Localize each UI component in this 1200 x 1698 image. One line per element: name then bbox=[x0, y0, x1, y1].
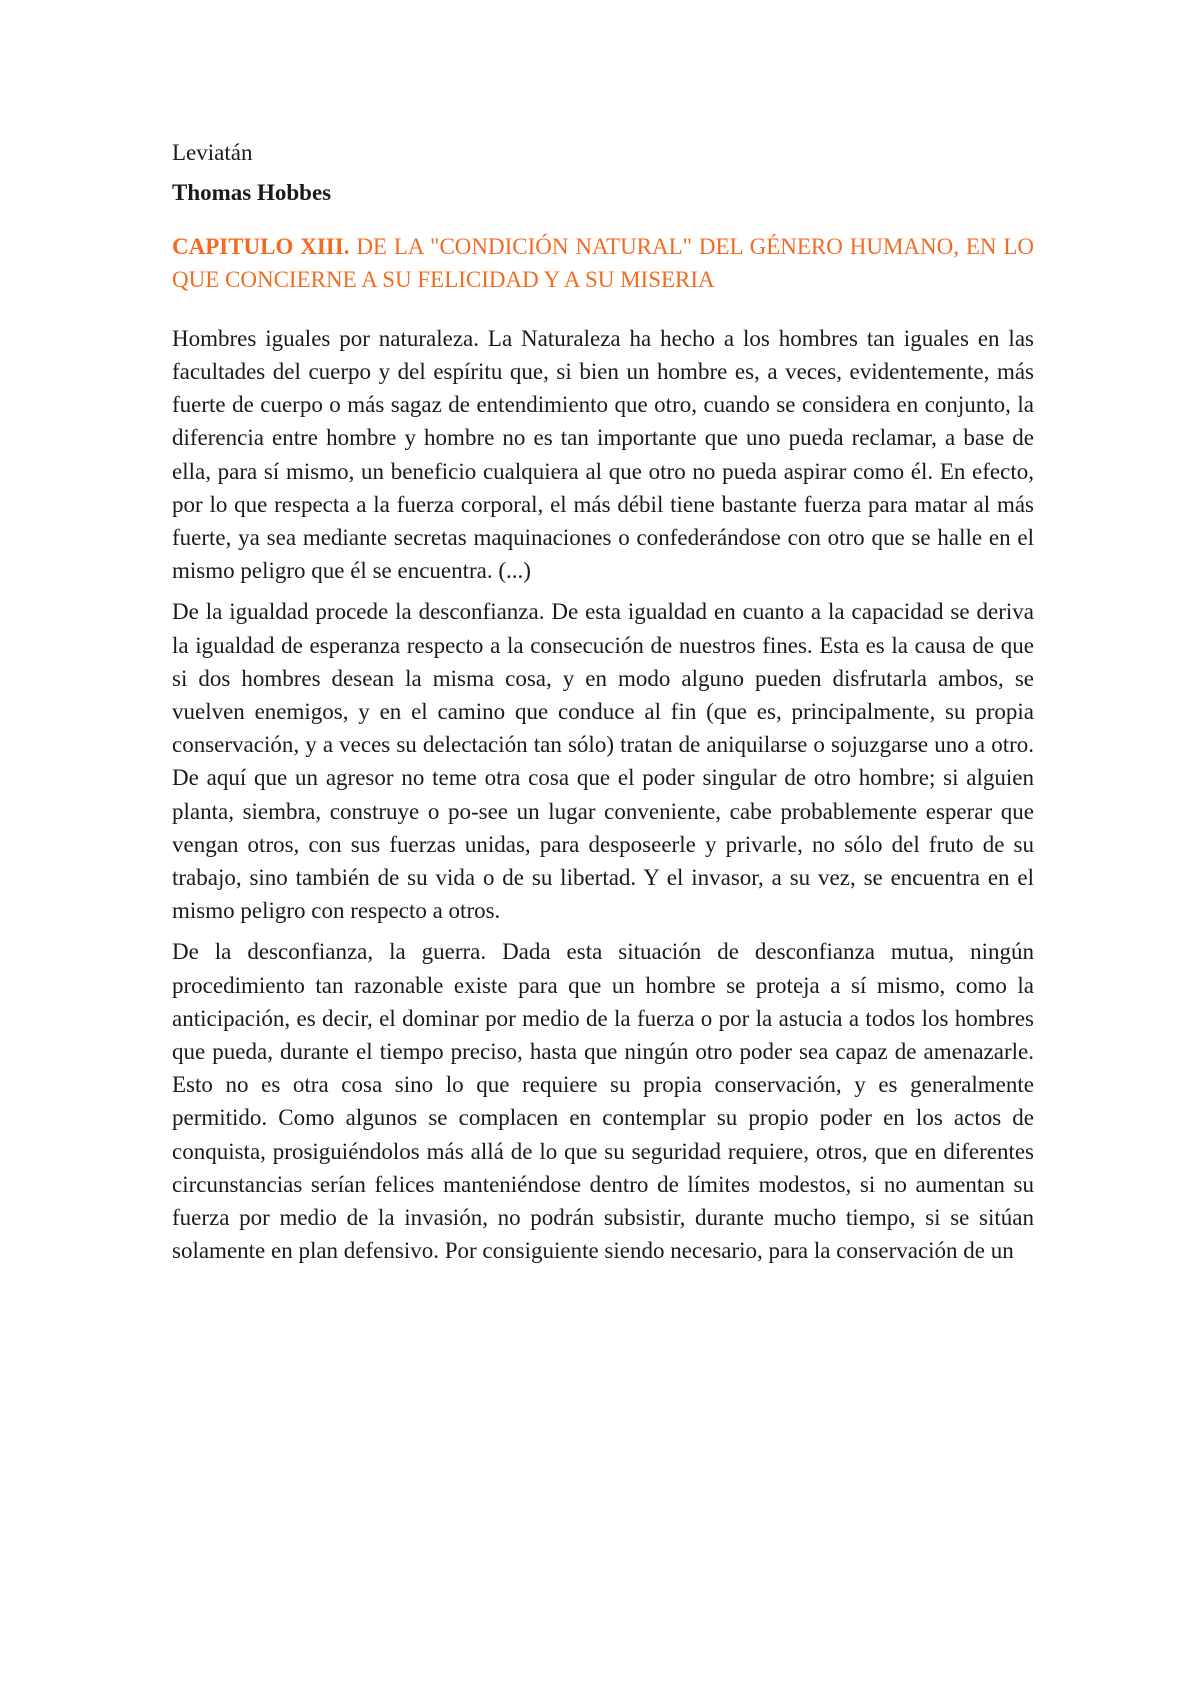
work-title: Leviatán bbox=[172, 140, 253, 165]
paragraph-war: De la desconfianza, la guerra. Dada esta situación de desconfianza mutua, ningún procedimiento tan razonable existe para que un hombre se proteja a sí mismo, como la anticipación, es decir, el dominar por medio de la fuerza o por la astucia a todos los hombres que pueda, durante el tiempo preciso, hasta que ningún otro poder sea capaz de amenazarle. Esto no es otra cosa sino lo que requiere su propia conservación, y es generalmente permitido. Como algunos se complacen en contemplar su propio poder en los actos de conquista, prosiguiéndolos más allá de lo que su seguridad requiere, otros, que en diferentes circunstancias serían felices manteniéndose dentro de límites modestos, si no aumentan su fuerza por medio de la invasión, no podrán subsistir, durante mucho tiempo, si se sitúan solamente en plan defensivo. Por consiguiente siendo necesario, para la conservación de un bbox=[172, 939, 1034, 1264]
document-page bbox=[172, 138, 1034, 1275]
chapter-heading bbox=[172, 230, 1034, 296]
author-name: Thomas Hobbes bbox=[172, 179, 332, 205]
chapter-label: CAPITULO XIII. bbox=[172, 233, 350, 259]
chapter-title: DE LA "CONDICIÓN NATURAL" DEL GÉNERO HUMANO, EN LO QUE CONCIERNE A SU FELICIDAD Y A SU MISERIA bbox=[172, 233, 1034, 292]
paragraph-equality-by-nature: Hombres iguales por naturaleza. La Naturaleza ha hecho a los hombres tan iguales en las facultades del cuerpo y del espíritu que, si bien un hombre es, a veces, evidentemente, más fuerte de cuerpo o más sagaz de entendimiento que otro, cuando se considera en conjunto, la diferencia entre hombre y hombre no es tan importante que uno pueda reclamar, a base de ella, para sí mismo, un beneficio cualquiera al que otro no pueda aspirar como él. En efecto, por lo que respecta a la fuerza corporal, el más débil tiene bastante fuerza para matar al más fuerte, ya sea mediante secretas maquinaciones o confederándose con otro que se halle en el mismo peligro que él se encuentra. (...) bbox=[172, 325, 1034, 584]
paragraph-distrust: De la igualdad procede la desconfianza. De esta igualdad en cuanto a la capacidad se deriva la igualdad de esperanza respecto a la consecución de nuestros fines. Esta es la causa de que si dos hombres desean la misma cosa, y en modo alguno pueden disfrutarla ambos, se vuelven enemigos, y en el camino que conduce al fin (que es, principalmente, su propia conservación, y a veces su delectación tan sólo) tratan de aniquilarse o sojuzgarse uno a otro. De aquí que un agresor no teme otra cosa que el poder singular de otro hombre; si alguien planta, siembra, construye o po-see un lugar conveniente, cabe probablemente esperar que vengan otros, con sus fuerzas unidas, para desposeerle y privarle, no sólo del fruto de su trabajo, sino también de su vida o de su libertad. Y el invasor, a su vez, se encuentra en el mismo peligro con respecto a otros. bbox=[172, 599, 1034, 924]
